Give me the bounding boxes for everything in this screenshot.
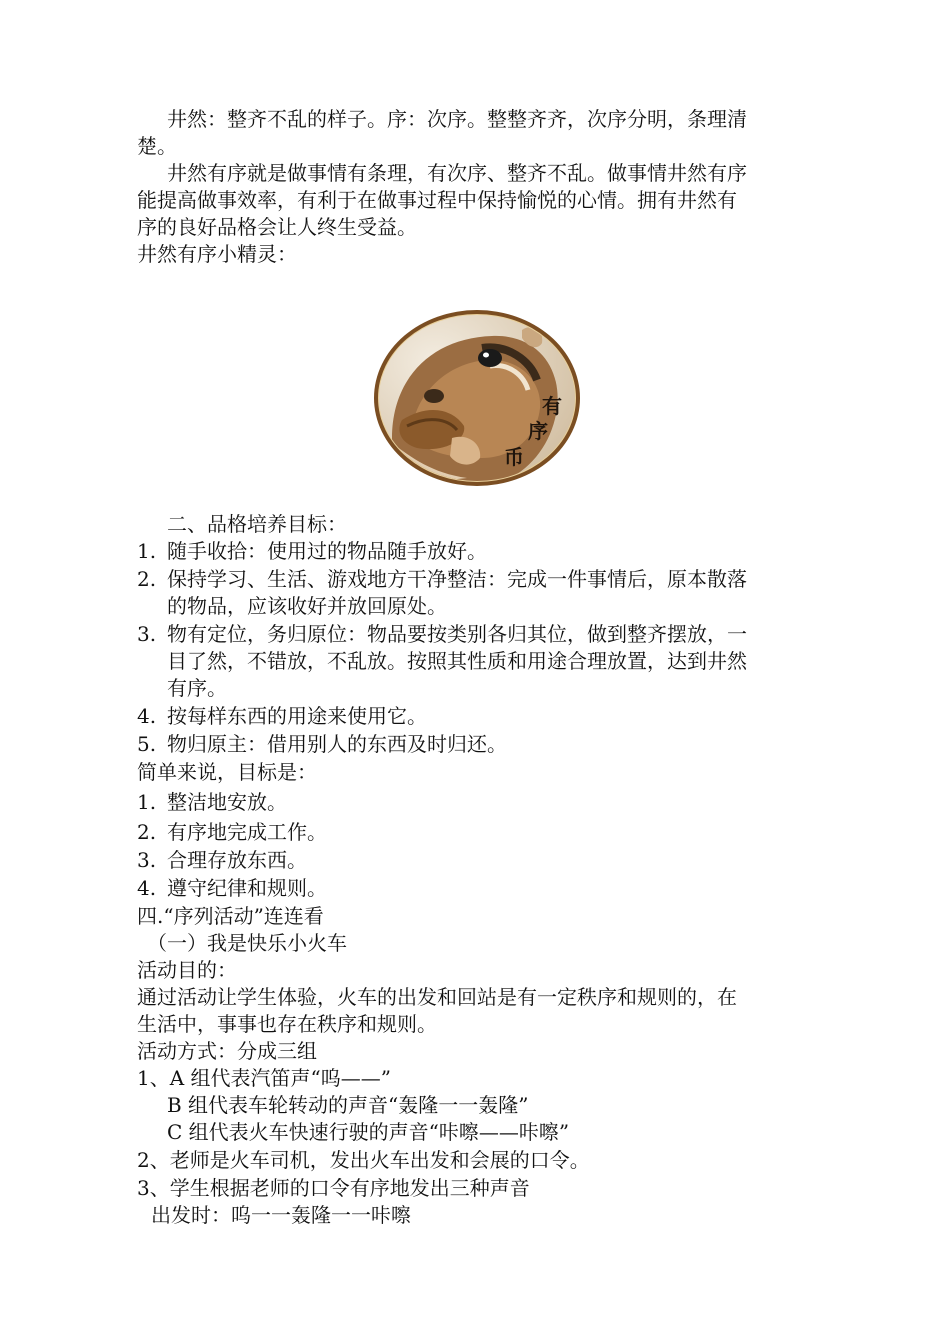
list-text: 有序。	[167, 676, 227, 700]
list-item	[137, 819, 327, 846]
list-text: 保持学习、生活、游戏地方干净整洁：完成一件事情后，原本散落	[167, 567, 747, 591]
image-char: 序	[528, 419, 548, 443]
list-item	[137, 875, 327, 902]
purpose-text: 通过活动让学生体验，火车的出发和回站是有一定秩序和规则的，在	[137, 985, 737, 1009]
list-item	[137, 703, 427, 730]
purpose-text: 生活中，事事也存在秩序和规则。	[137, 1012, 437, 1036]
list-number: 4.	[137, 704, 157, 728]
method-text: 活动方式：分成三组	[137, 1039, 317, 1063]
list-number: 3.	[137, 622, 157, 646]
image-char: 币	[504, 445, 524, 469]
list-item	[137, 789, 287, 816]
list-item	[137, 847, 307, 874]
section-heading: 四.“序列活动”连连看	[137, 904, 324, 928]
intro-line: 井然有序就是做事情有条理，有次序、整齐不乱。做事情井然有序	[167, 161, 747, 185]
activity-title: （一）我是快乐小火车	[147, 931, 347, 955]
step-text: 2、老师是火车司机，发出火车出发和会展的口令。	[137, 1148, 590, 1172]
list-item	[137, 538, 487, 565]
list-text: 物归原主：借用别人的东西及时归还。	[167, 732, 507, 756]
list-number: 1.	[137, 790, 157, 814]
list-number: 5.	[137, 732, 157, 756]
intro-line: 能提高做事效率，有利于在做事过程中保持愉悦的心情。拥有井然有	[137, 188, 737, 212]
sprite-label: 井然有序小精灵：	[137, 242, 297, 266]
list-text: 随手收拾：使用过的物品随手放好。	[167, 539, 487, 563]
chipmunk-image	[372, 308, 582, 488]
list-text: 按每样东西的用途来使用它。	[167, 704, 427, 728]
simple-heading: 简单来说，目标是：	[137, 760, 317, 784]
list-text: 有序地完成工作。	[167, 820, 327, 844]
list-number: 2.	[137, 820, 157, 844]
list-number: 2.	[137, 567, 157, 591]
list-number: 3.	[137, 848, 157, 872]
purpose-label: 活动目的：	[137, 958, 237, 982]
list-text: 的物品，应该收好并放回原处。	[167, 594, 447, 618]
intro-line: 楚。	[137, 134, 177, 158]
list-text: 遵守纪律和规则。	[167, 876, 327, 900]
step-text: B 组代表车轮转动的声音“轰隆一一轰隆”	[167, 1093, 529, 1117]
step-text: C 组代表火车快速行驶的声音“咔嚓——咔嚓”	[167, 1120, 570, 1144]
depart-text: 出发时：呜一一轰隆一一咔嚓	[151, 1203, 411, 1227]
list-item	[137, 621, 747, 648]
step-text: 3、学生根据老师的口令有序地发出三种声音	[137, 1176, 530, 1200]
list-text: 目了然，不错放，不乱放。按照其性质和用途合理放置，达到井然	[167, 649, 747, 673]
goals-heading: 二、品格培养目标：	[167, 512, 347, 536]
list-item	[137, 566, 747, 593]
intro-line: 井然：整齐不乱的样子。序：次序。整整齐齐，次序分明，条理清	[167, 107, 747, 131]
list-number: 4.	[137, 876, 157, 900]
list-text: 物有定位，务归原位：物品要按类别各归其位，做到整齐摆放，一	[167, 622, 747, 646]
list-item	[137, 731, 507, 758]
intro-line: 序的良好品格会让人终生受益。	[137, 215, 417, 239]
image-char: 有	[542, 394, 562, 418]
list-text: 整洁地安放。	[167, 790, 287, 814]
step-text: 1、A 组代表汽笛声“呜——”	[137, 1066, 391, 1090]
list-number: 1.	[137, 539, 157, 563]
list-text: 合理存放东西。	[167, 848, 307, 872]
